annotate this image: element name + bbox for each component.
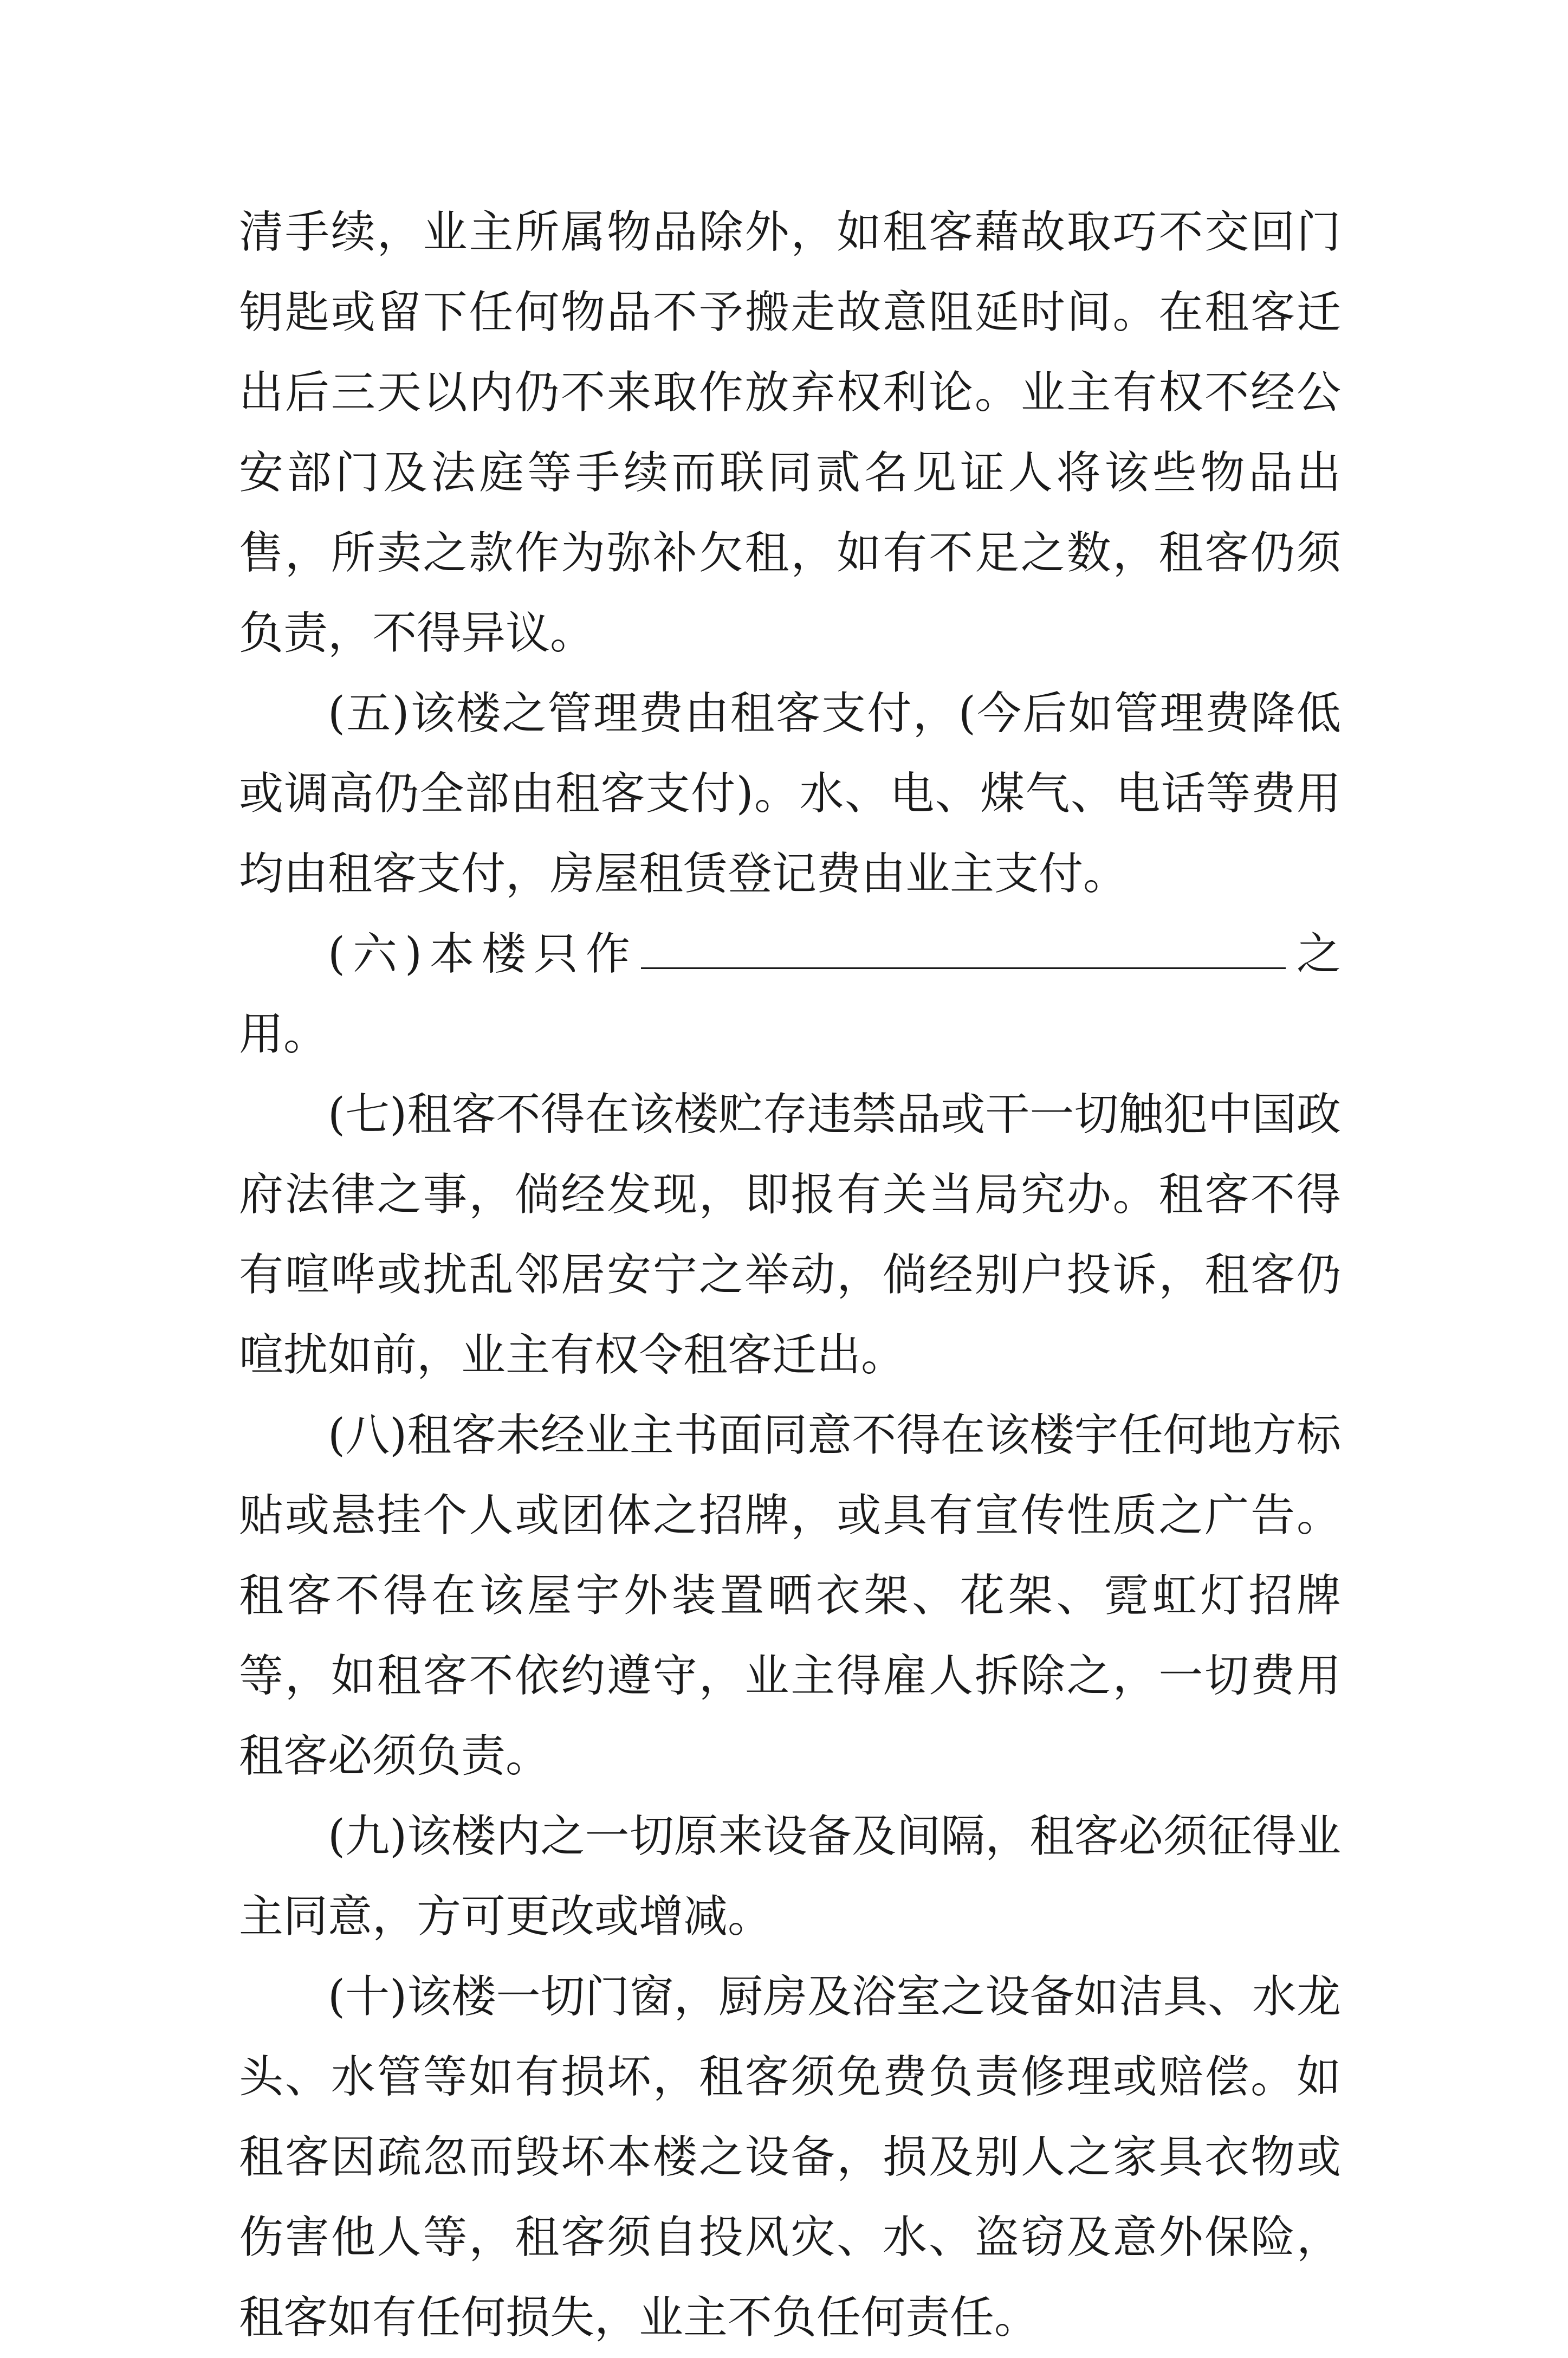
fill-in-blank xyxy=(641,935,1286,969)
clause-10: (十)该楼一切门窗，厨房及浴室之设备如洁具、水龙头、水管等如有损坏，租客须免费负责修理或赔偿。如租客因疏忽而毁坏本楼之设备，损及别人之家具衣物或伤害他人等，租客须自投风灾、水、盗窃及意外保险，租客如有任何损失，业主不负任何责任。 xyxy=(239,1971,1341,2343)
clause-9: (九)该楼内之一切原来设备及间隔，租客必须征得业主同意，方可更改或增减。 xyxy=(239,1811,1341,1942)
paragraph-continuation: 清手续，业主所属物品除外，如租客藉故取巧不交回门钥匙或留下任何物品不予搬走故意阻延时间。在租客迁出后三天以内仍不来取作放弃权利论。业主有权不经公安部门及法庭等手续而联同贰名见证人将该些物品出售，所卖之款作为弥补欠租，如有不足之数，租客仍须负责，不得异议。 xyxy=(239,206,1341,659)
clause-6-suffix: 之用。 xyxy=(239,928,1341,1060)
clause-7: (七)租客不得在该楼贮存违禁品或干一切触犯中国政府法律之事，倘经发现，即报有关当局究办。租客不得有喧哗或扰乱邻居安宁之举动，倘经别户投诉，租客仍喧扰如前，业主有权令租客迁出。 xyxy=(239,1089,1341,1381)
clause-6-prefix: (六)本楼只作 xyxy=(328,928,638,980)
clause-5: (五)该楼之管理费由租客支付，(今后如管理费降低或调高仍全部由租客支付)。水、电、煤气、电话等费用均由租客支付，房屋租赁登记费由业主支付。 xyxy=(239,688,1341,900)
document-page xyxy=(239,192,1341,2358)
clause-8: (八)租客未经业主书面同意不得在该楼宇任何地方标贴或悬挂个人或团体之招牌，或具有宣传性质之广告。租客不得在该屋宇外装置晒衣架、花架、霓虹灯招牌等，如租客不依约遵守，业主得雇人拆除之，一切费用租客必须负责。 xyxy=(239,1410,1341,1782)
clause-6 xyxy=(239,914,1341,1075)
